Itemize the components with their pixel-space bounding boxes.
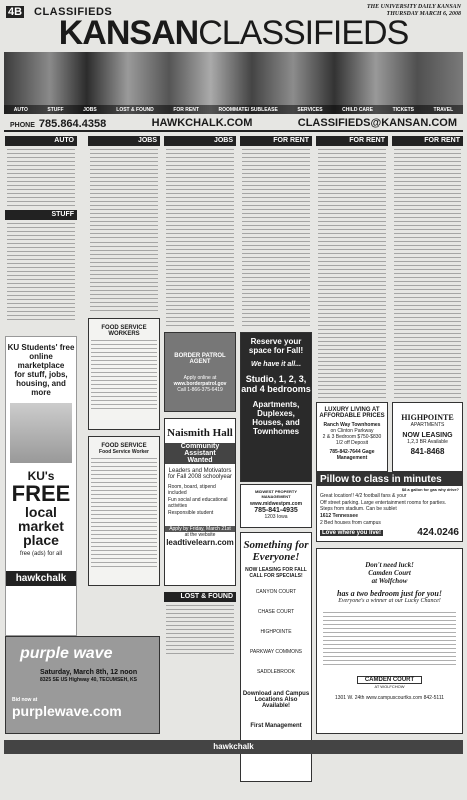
jobs-listings — [90, 149, 158, 239]
section-header-stuff: STUFF — [5, 210, 77, 220]
rent-listings — [242, 149, 310, 329]
ad-line: for Fall 2008 schoolyear — [167, 474, 233, 480]
purple-wave-ad[interactable] — [5, 636, 160, 734]
midwest-property-ad[interactable] — [240, 484, 312, 528]
food-service-ad-2[interactable] — [88, 436, 160, 586]
page-number: 4B — [8, 6, 23, 18]
page-title — [4, 16, 463, 50]
category-label: FOR RENT — [173, 106, 199, 113]
ad-line: LUXURY LIVING AT — [324, 407, 380, 413]
section-header-for-rent-2: FOR RENT — [316, 136, 388, 146]
ad-line: Townhomes — [252, 427, 300, 436]
column-jobs-1 — [88, 136, 160, 631]
website-link[interactable]: HAWKCHALK.COM — [151, 117, 253, 129]
food-service-details — [91, 340, 157, 410]
category-labels — [4, 105, 463, 114]
ad-bullet: Responsible student — [168, 510, 214, 516]
ad-line: at Wolfchow — [371, 577, 408, 585]
ad-line: Camden Court — [368, 569, 411, 577]
jobs-listings — [90, 242, 158, 312]
property-name: CANYON COURT — [255, 589, 297, 595]
ad-line: Leaders and Motivators — [168, 468, 232, 474]
section-header-for-rent-3: FOR RENT — [392, 136, 463, 146]
highpointe-spec: 1,2,3 BR Available — [407, 439, 448, 445]
ad-line: KU Students' free — [7, 343, 75, 352]
ad-line: Ranch Way Townhomes — [323, 422, 381, 428]
phone-label: PHONE — [10, 122, 35, 129]
auto-listings — [7, 149, 75, 207]
ad-bullet: Room, board, stipend included — [168, 484, 216, 496]
auction-date: Saturday, March 8th, 12 noon — [40, 669, 138, 676]
food-service-subtitle: Food Service Worker — [99, 449, 149, 455]
property-name: HIGHPOINTE — [260, 629, 292, 635]
ad-line: on Clinton Parkway — [330, 428, 374, 434]
naismith-sub: Wanted — [165, 457, 235, 464]
pillow-footer — [320, 527, 459, 538]
section-header-jobs: JOBS — [88, 136, 160, 146]
ad-line: AFFORDABLE PRICES — [319, 413, 385, 419]
section-header-for-rent: FOR RENT — [240, 136, 312, 146]
auction-address: 8325 SE US Highway 40, TECUMSEH, KS — [40, 677, 137, 683]
ad-line: Great location!! 4/2 football fans & your — [320, 493, 407, 499]
camden-sub: AT WOLFCHOW — [374, 684, 405, 689]
email-link[interactable]: CLASSIFIEDS@KANSAN.COM — [297, 117, 457, 129]
pillow-to-class-ad[interactable] — [316, 472, 463, 542]
lost-found-listings — [166, 605, 234, 655]
naismith-title: Naismith Hall — [167, 427, 233, 439]
ad-line: FREE — [11, 481, 71, 506]
ad-line: space for Fall! — [248, 346, 304, 355]
masthead — [4, 2, 463, 50]
highpointe-name: HIGHPOINTE — [401, 413, 454, 422]
ad-line: We have it all... — [250, 361, 302, 368]
ad-line: Off street parking. Large entertainment rooms for parties. Steps from stadium. Can be sublet — [320, 500, 447, 512]
camden-court-ad[interactable] — [316, 548, 463, 734]
pillow-title: Pillow to class in minutes — [317, 473, 462, 486]
border-patrol-ad[interactable] — [164, 332, 236, 412]
ad-line: for stuff, jobs, — [14, 370, 68, 379]
title-rest: CLASSIFIEDS — [198, 14, 409, 52]
ad-line: market — [18, 518, 64, 534]
gage-brand: Gage Management — [336, 449, 375, 461]
food-service-details — [91, 458, 157, 568]
ad-line: $8 a gallon for gas why drive? — [401, 487, 459, 492]
ad-line: Houses, and — [252, 418, 300, 427]
ad-line: free (ads) for all — [19, 551, 62, 557]
food-service-title: FOOD SERVICE WORKERS — [101, 325, 147, 337]
ad-line: 1612 Tennessee — [320, 513, 358, 519]
ad-line: Something for — [243, 539, 309, 551]
ad-line: Reserve your — [250, 337, 302, 346]
camden-footer: 1301 W. 24th www.campuscourtks.com 842-5111 — [334, 695, 445, 701]
highpointe-phone: 841-8468 — [410, 447, 445, 456]
ad-line: Studio, 1, 2, 3, — [245, 374, 307, 384]
category-label: ROOMMATE/ SUBLEASE — [218, 106, 278, 113]
ad-line: place — [23, 532, 59, 548]
category-label: SERVICES — [297, 106, 323, 113]
ad-line: Download and Campus Locations Also Available! — [242, 691, 310, 709]
ad-line: Apartments, — [252, 400, 300, 409]
free-market-text — [6, 469, 76, 586]
category-photo-strip — [4, 52, 463, 114]
ad-line: Apply by Friday, March 21st — [165, 526, 235, 532]
ad-line: housing, and more — [16, 379, 66, 397]
phone-number: 785.864.4358 — [38, 118, 107, 130]
title-bold: KANSAN — [58, 14, 199, 52]
food-service-ad[interactable] — [88, 318, 160, 430]
footer-brand: hawkchalk — [4, 740, 463, 754]
column-jobs-2 — [164, 136, 236, 796]
naismith-site[interactable]: leadtivelearn.com — [166, 538, 234, 547]
stuff-listings — [7, 223, 75, 323]
ad-line: Everyone's a winner at our Lucky Chance! — [338, 598, 441, 604]
bid-tag: Bid now at — [12, 697, 38, 703]
section-header-auto: AUTO — [5, 136, 77, 146]
rent-listings — [394, 149, 461, 399]
gage-management-ad[interactable] — [316, 402, 388, 472]
property-name: PARKWAY COMMONS — [249, 649, 303, 655]
column-for-rent-1 — [240, 136, 312, 796]
ad-line: has a two bedroom just for you! — [337, 589, 442, 598]
rent-listings — [318, 149, 386, 399]
ad-line: Apply online at — [183, 375, 217, 381]
pillow-phone: 424.0246 — [417, 527, 459, 538]
section-header-lost-found: LOST & FOUND — [164, 592, 236, 602]
phone-block — [10, 114, 106, 132]
reserve-space-ad[interactable] — [240, 332, 312, 482]
ad-line: Duplexes, — [257, 409, 295, 418]
ad-line: NOW LEASING FOR FALL — [245, 567, 307, 573]
midwest-site[interactable]: www.midwestpm.com — [249, 501, 303, 507]
ad-line: www.borderpatrol.gov — [173, 381, 227, 387]
issue-date: THURSDAY MARCH 6, 2008 — [386, 11, 461, 17]
ad-line: 2 & 3 Bedroom $750-$830 — [322, 434, 382, 440]
midwest-phone: 785-841-4935 — [254, 507, 298, 514]
hawkchalk-logo: hawkchalk — [6, 571, 76, 586]
gage-phone: 785-842-7644 — [329, 449, 361, 455]
section-name: CLASSIFIEDS — [34, 6, 113, 18]
ad-line: 1/2 off Deposit — [335, 440, 369, 446]
food-service-title: FOOD SERVICE — [101, 443, 147, 449]
ad-line: at the website — [184, 532, 216, 538]
camden-details — [323, 612, 456, 668]
property-name: SADDLEBROOK — [256, 669, 296, 675]
purple-wave-site[interactable]: purplewave.com — [12, 703, 122, 719]
camden-logo: CAMDEN COURT — [357, 676, 422, 684]
ad-line: Call 1-866-375-6419 — [177, 387, 223, 393]
highpointe-ad[interactable] — [392, 402, 463, 472]
ad-line: and 4 bedrooms — [241, 384, 311, 394]
ad-line: online marketplace — [17, 352, 65, 370]
purple-wave-logo: purple wave — [20, 645, 113, 662]
category-label: TICKETS — [392, 106, 414, 113]
hawkchalk-ad[interactable] — [5, 336, 77, 636]
first-management-logo: First Management — [250, 723, 302, 729]
ad-bullet: Fun social and educational activities — [168, 497, 228, 509]
ad-line: KU's — [27, 469, 55, 483]
ad-line: CALL FOR SPECIALS! — [249, 573, 303, 579]
category-label: CHILD CARE — [342, 106, 373, 113]
category-label: AUTO — [13, 106, 28, 113]
category-label: JOBS — [83, 106, 97, 113]
paper-name: THE UNIVERSITY DAILY KANSAN — [366, 4, 461, 10]
border-patrol-title: BORDER PATROL AGENT — [174, 353, 226, 365]
ad-line: Don't need luck! — [365, 561, 414, 569]
naismith-sub: Community Assistant — [165, 443, 235, 457]
midwest-address: 1203 Iowa — [264, 514, 288, 520]
gage-footer — [317, 449, 387, 461]
jobs-listings — [166, 149, 234, 329]
category-label: STUFF — [47, 106, 64, 113]
ad-line: local — [25, 504, 57, 520]
property-name: CHASE COURT — [257, 609, 295, 615]
midwest-name: MIDWEST PROPERTY MANAGEMENT — [254, 489, 297, 499]
section-header-jobs-2: JOBS — [164, 136, 236, 146]
ad-line: 2 Bed houses from campus — [320, 520, 381, 526]
ad-photo — [10, 403, 72, 463]
highpointe-sub: APARTMENTS — [410, 422, 445, 428]
hawkchalk-ad-headline — [6, 343, 76, 397]
pillow-tag: Love where you live! — [322, 529, 382, 536]
contact-bar — [4, 116, 463, 132]
category-label: LOST & FOUND — [116, 106, 154, 113]
highpointe-leasing: NOW LEASING — [402, 432, 453, 439]
naismith-hall-ad[interactable] — [164, 418, 236, 586]
ad-line: Everyone! — [252, 551, 300, 563]
category-label: TRAVEL — [433, 106, 454, 113]
